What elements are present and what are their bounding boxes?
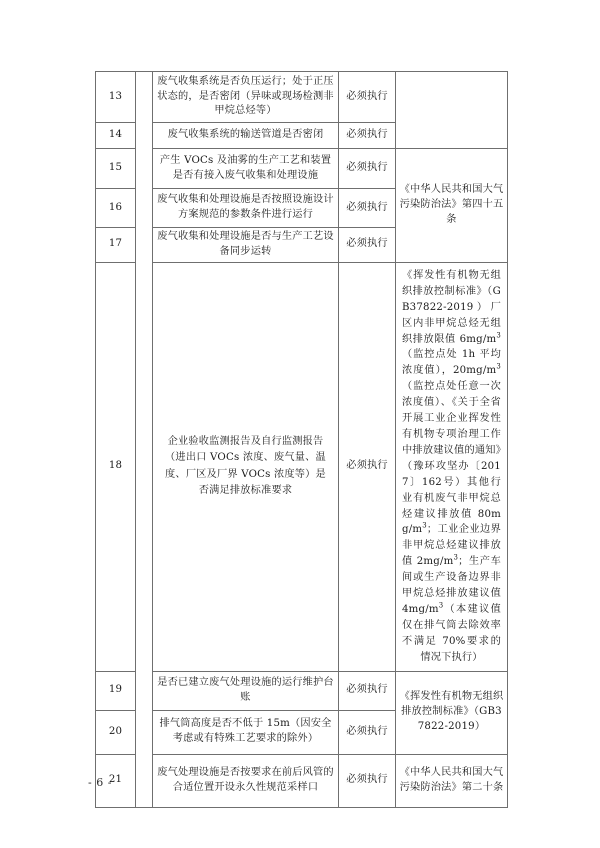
row-requirement: 必须执行 <box>339 754 396 807</box>
row-basis: 《挥发性有机物无组织排放控制标准》（GB37822-2019） <box>396 671 508 754</box>
row-basis: 《中华人民共和国大气污染防治法》第二十条 <box>396 754 508 807</box>
row-description: 废气收集系统的输送管道是否密闭 <box>153 123 339 149</box>
row-description: 是否已建立废气处理设施的运行维护台账 <box>153 671 339 710</box>
table-row <box>96 754 508 807</box>
row-description: 废气处理设施是否按要求在前后风管的合适位置开设永久性规范采样口 <box>153 754 339 807</box>
row-requirement: 必须执行 <box>339 228 396 263</box>
row-basis: 《挥发性有机物无组织排放控制标准》（GB37822-2019）厂区内非甲烷总烃无组织排放限值 $6mg/m^3$（监控点处 1h 平均浓度值），$20mg/m^3$（监控点处任意一次浓度值）、《关于全省开展工业企业挥发性有机物专项治理工作中排放建议值的通知》（豫环攻坚办〔2017〕162号）其他行业有机废气非甲烷总烃建议排放值 $80mg/m^3$；工业企业边界非甲烷总烃建议排放值 $2mg/m^3$；生产车间或生产设备边界非甲烷总烃排放建议值 $4mg/m^3$（本建议值仅在排气筒去除效率不满足 70%要求的情况下执行） <box>396 262 508 671</box>
row-requirement: 必须执行 <box>339 710 396 754</box>
row-description: 废气收集和处理设施是否按照设施设计方案规范的参数条件进行运行 <box>153 189 339 228</box>
inspection-checklist-table <box>95 71 508 808</box>
row-requirement: 必须执行 <box>339 72 396 123</box>
row-description: 排气筒高度是否不低于 15m（因安全考虑或有特殊工艺要求的除外） <box>153 710 339 754</box>
table-row <box>96 149 508 189</box>
row-number: 20 <box>96 710 136 754</box>
row-number: 18 <box>96 262 136 671</box>
row-number: 17 <box>96 228 136 263</box>
table-row <box>96 262 508 671</box>
row-number: 21 <box>96 754 136 807</box>
table-row <box>96 72 508 123</box>
page-number: - 6 - <box>88 776 112 789</box>
row-requirement: 必须执行 <box>339 189 396 228</box>
table-row <box>96 671 508 710</box>
row-description: 企业验收监测报告及自行监测报告（进出口 VOCs 浓度、废气量、温度、厂区及厂界 VOCs 浓度等）是否满足排放标准要求 <box>153 262 339 671</box>
row-number: 15 <box>96 149 136 189</box>
row-number: 14 <box>96 123 136 149</box>
row-basis-empty <box>396 72 508 149</box>
row-requirement: 必须执行 <box>339 262 396 671</box>
row-number: 13 <box>96 72 136 123</box>
row-requirement: 必须执行 <box>339 123 396 149</box>
row-requirement: 必须执行 <box>339 671 396 710</box>
row-basis: 《中华人民共和国大气污染防治法》第四十五条 <box>396 149 508 263</box>
row-description: 废气收集和处理设施是否与生产工艺设备同步运转 <box>153 228 339 263</box>
category-column-cell <box>136 72 153 808</box>
row-description: 废气收集系统是否负压运行；处于正压状态的，是否密闭（异味或现场检测非甲烷总烃等） <box>153 72 339 123</box>
row-number: 16 <box>96 189 136 228</box>
row-requirement: 必须执行 <box>339 149 396 189</box>
row-number: 19 <box>96 671 136 710</box>
row-description: 产生 VOCs 及油雾的生产工艺和装置是否有接入废气收集和处理设施 <box>153 149 339 189</box>
